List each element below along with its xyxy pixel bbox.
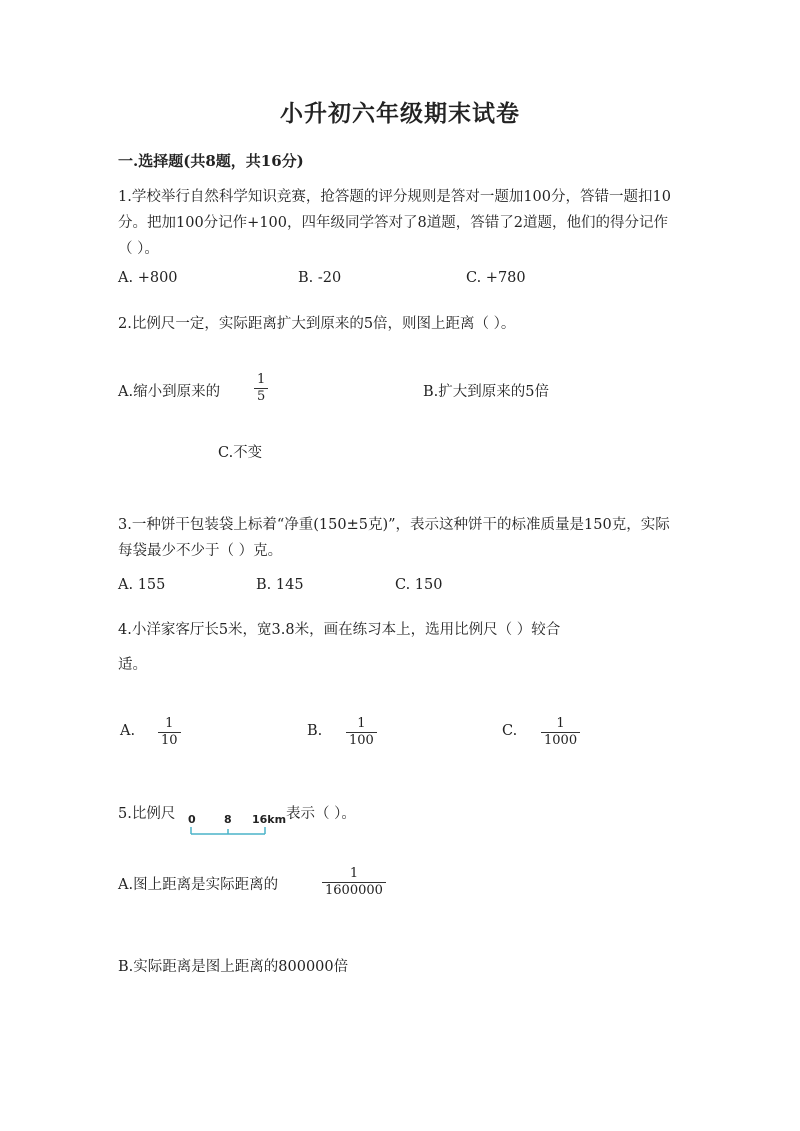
q2-option-a-fraction xyxy=(254,372,268,405)
question-3-text: 3.一种饼干包装袋上标着“净重(150±5克)”，表示这种饼干的标准质量是150克，实际每袋最少不少于（ ）克。 xyxy=(118,517,670,559)
q5-option-a-fraction xyxy=(322,866,386,899)
fraction-denominator: 100 xyxy=(346,732,377,749)
scale-label-8: 8 xyxy=(224,813,232,826)
fraction-denominator: 1000 xyxy=(541,732,580,749)
fraction-numerator: 1 xyxy=(556,716,565,731)
fraction-numerator: 1 xyxy=(349,866,359,881)
section-heading: 一.选择题(共8题，共16分) xyxy=(118,152,304,170)
fraction-denominator: 5 xyxy=(254,388,268,405)
q2-option-c[interactable]: C.不变 xyxy=(218,445,263,461)
fraction-numerator: 1 xyxy=(165,716,174,731)
question-1-text: 1.学校举行自然科学知识竞赛，抢答题的评分规则是答对一题加100分，答错一题扣10分。把加100分记作+100，四年级同学答对了8道题，答错了2道题，他们的得分记作（ ）。 xyxy=(118,189,671,257)
question-2-text: 2.比例尺一定，实际距离扩大到原来的5倍，则图上距离（ ）。 xyxy=(118,316,516,332)
q2-option-b[interactable]: B.扩大到原来的5倍 xyxy=(423,384,549,400)
scale-label-16km: 16km xyxy=(252,813,287,826)
question-5-text-cont: 表示（ ）。 xyxy=(286,806,356,822)
q4-option-c-fraction xyxy=(541,716,580,749)
q5-option-b[interactable]: B.实际距离是图上距离的800000倍 xyxy=(118,959,349,975)
question-4-text-cont: 适。 xyxy=(118,657,147,673)
fraction-denominator: 1600000 xyxy=(322,882,386,899)
question-5-text: 5.比例尺 xyxy=(118,806,176,822)
q4-option-b-fraction xyxy=(346,716,377,749)
q4-option-b[interactable]: B. xyxy=(307,723,323,739)
q1-option-c[interactable]: C. +780 xyxy=(466,270,526,286)
q4-option-a[interactable]: A. xyxy=(120,723,136,739)
q2-option-a[interactable]: A.缩小到原来的 xyxy=(118,384,221,400)
q4-option-c[interactable]: C. xyxy=(502,723,518,739)
page-title: 小升初六年级期末试卷 xyxy=(280,100,520,127)
q1-option-a[interactable]: A. +800 xyxy=(118,270,178,286)
question-4-text: 4.小洋家客厅长5米，宽3.8米，画在练习本上，选用比例尺（ ）较合 xyxy=(118,622,561,638)
fraction-denominator: 10 xyxy=(158,732,181,749)
q3-option-a[interactable]: A. 155 xyxy=(118,577,166,593)
q3-option-c[interactable]: C. 150 xyxy=(395,577,443,593)
scale-label-0: 0 xyxy=(188,813,196,826)
q3-option-b[interactable]: B. 145 xyxy=(256,577,304,593)
q5-option-a[interactable]: A.图上距离是实际距离的 xyxy=(118,877,279,893)
fraction-numerator: 1 xyxy=(257,372,266,387)
q4-option-a-fraction xyxy=(158,716,181,749)
q1-option-b[interactable]: B. -20 xyxy=(298,270,342,286)
scale-bar-figure xyxy=(186,812,287,838)
fraction-numerator: 1 xyxy=(357,716,366,731)
